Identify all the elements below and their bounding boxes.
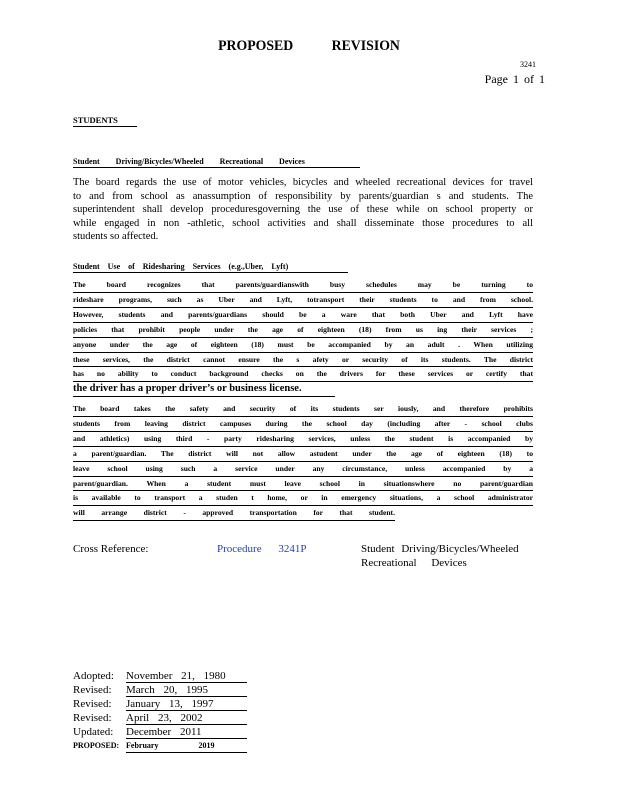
history-label: Updated: (73, 726, 114, 738)
section-heading: STUDENTS (73, 115, 137, 127)
paragraph-line: is available to transport a studen t home, or in emergency situations, a school administrator (73, 492, 533, 506)
paragraph-line: to and from school as anassumption of responsibility by parents/guardian s and students. The (73, 190, 533, 202)
page-indicator: Page 1 of 1 (484, 72, 545, 86)
revision-history (73, 669, 247, 753)
cross-reference-label: Cross Reference: (73, 543, 149, 555)
paragraph-line: rideshare programs, such as Uber and Lyft, totransport their students to and from school. (73, 294, 533, 308)
history-label: Revised: (73, 684, 112, 696)
paragraph-line: a parent/guardian. The district will not allow astudent under the age of eighteen (18) to (73, 448, 533, 462)
history-date: January 13, 1997 (126, 697, 247, 711)
paragraph-line: while engaged in non -athletic, school activities and shall disseminate those procedures to all (73, 217, 533, 229)
cross-reference-title: Student Driving/Bicycles/Wheeled (361, 543, 519, 555)
paragraph-line: students so affected. (73, 231, 159, 243)
paragraph-line: leave school using such a service under any circumstance, unless accompanied by a (73, 463, 533, 477)
policy-heading-rideshare: Student Use of Ridesharing Services (e.g.,Uber, Lyft) (73, 262, 348, 273)
paragraph-line: The board takes the safety and security of its students ser iously, and therefore prohibits (73, 403, 533, 417)
history-row (73, 683, 247, 697)
paragraph-rideshare (73, 279, 533, 398)
procedure-link[interactable]: Procedure 3241P (217, 543, 307, 555)
paragraph-line: students from leaving district campuses during the school day (including after - school clubs (73, 418, 533, 432)
history-row (73, 669, 247, 683)
document-title: PROPOSED REVISION (218, 38, 400, 54)
paragraph-line: these services, the district cannot ensure the s afety or security of its students. The district (73, 354, 533, 368)
paragraph-line: the driver has a proper driver’s or business license. (73, 383, 335, 397)
paragraph-line: anyone under the age of eighteen (18) must be accompanied by an adult . When utilizing (73, 339, 533, 353)
paragraph-line: superintendent shall develop proceduresgoverning the use of these while on school property or (73, 204, 533, 216)
paragraph-line: will arrange district - approved transportation for that student. (73, 507, 395, 521)
history-label: Adopted: (73, 670, 114, 682)
history-row (73, 711, 247, 725)
cross-reference-title: Recreational Devices (361, 557, 467, 569)
paragraph-line: has no ability to conduct background checks on the drivers for these services or certify that (73, 368, 533, 382)
history-label: Revised: (73, 698, 112, 710)
paragraph-line: and athletics) using third - party ridesharing services, unless the student is accompanied by (73, 433, 533, 447)
paragraph-line: However, students and parents/guardians should be a ware that both Uber and Lyft have (73, 309, 533, 323)
history-row (73, 697, 247, 711)
paragraph-safety (73, 403, 533, 522)
paragraph-line: parent/guardian. When a student must leave school in situationswhere no parent/guardian (73, 478, 533, 492)
paragraph-line: The board recognizes that parents/guardianswith busy schedules may be turning to (73, 279, 533, 293)
policy-number: 3241 (520, 60, 536, 69)
history-date: March 20, 1995 (126, 683, 247, 697)
history-row (73, 739, 247, 753)
history-date: February 2019 (126, 739, 247, 753)
history-date: April 23, 2002 (126, 711, 247, 725)
history-date: December 2011 (126, 725, 247, 739)
paragraph-driving (73, 176, 533, 244)
policy-heading-driving: Student Driving/Bicycles/Wheeled Recreational Devices (73, 157, 360, 168)
history-row (73, 725, 247, 739)
paragraph-line: The board regards the use of motor vehicles, bicycles and wheeled recreational devices for travel (73, 177, 533, 188)
history-label: Revised: (73, 712, 112, 724)
paragraph-line: policies that prohibit people under the age of eighteen (18) from us ing their services ; (73, 324, 533, 338)
history-label: PROPOSED: (73, 741, 120, 750)
history-date: November 21, 1980 (126, 669, 247, 683)
